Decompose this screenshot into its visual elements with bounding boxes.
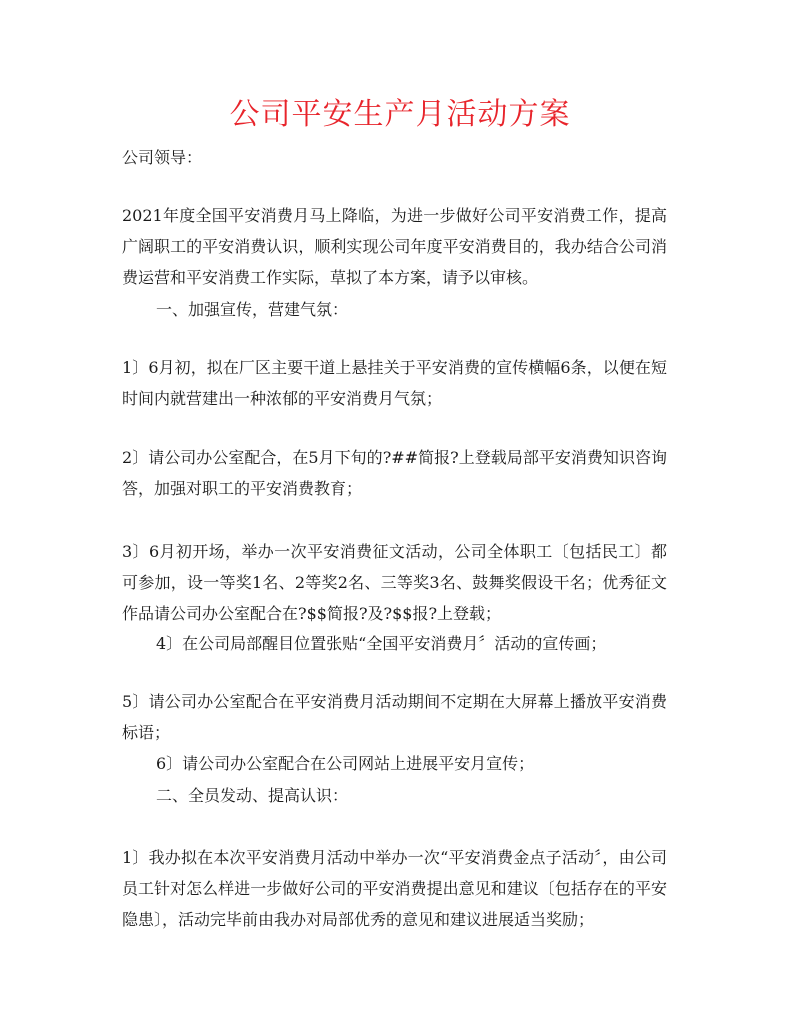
section-1-item-2: 2〕请公司办公室配合，在5月下旬的?##简报?上登载局部平安消费知识咨询答，加强对职工的平安消费教育； [122, 448, 667, 498]
document-title: 公司平安生产月活动方案 [229, 97, 571, 132]
section-1-item-6: 6〕请公司办公室配合在公司网站上进展平安月宣传； [156, 754, 535, 773]
intro-paragraph: 2021年度全国平安消费月马上降临，为进一步做好公司平安消费工作，提高广阔职工的平安消费认识，顺利实现公司年度平安消费目的，我办结合公司消费运营和平安消费工作实际，草拟了本方案，请予以审核。 [122, 206, 667, 287]
section-1-item-3: 3〕6月初开场，举办一次平安消费征文活动，公司全体职工〔包括民工〕都可参加，设一等奖1名、2等奖2名、三等奖3名、鼓舞奖假设干名；优秀征文作品请公司办公室配合在?$$简报?及?$$报?上登载； [122, 542, 667, 623]
section-1-item-4: 4〕在公司局部醒目位置张贴“全国平安消费月〞活动的宣传画； [156, 634, 607, 653]
salutation: 公司领导： [122, 148, 203, 167]
section-2-heading: 二、全员发动、提高认识： [156, 786, 349, 805]
section-1-heading: 一、加强宣传，营建气氛： [156, 300, 349, 319]
section-1-item-5: 5〕请公司办公室配合在平安消费月活动期间不定期在大屏幕上播放平安消费标语； [122, 692, 667, 742]
section-2-item-1: 1〕我办拟在本次平安消费月活动中举办一次“平安消费金点子活动〞，由公司员工针对怎么样进一步做好公司的平安消费提出意见和建议〔包括存在的平安隐患〕，活动完毕前由我办对局部优秀的意见和建议进展适当奖励； [122, 848, 667, 929]
section-1-item-1: 1〕6月初，拟在厂区主要干道上悬挂关于平安消费的宣传横幅6条，以便在短时间内就营建出一种浓郁的平安消费月气氛； [122, 358, 667, 408]
